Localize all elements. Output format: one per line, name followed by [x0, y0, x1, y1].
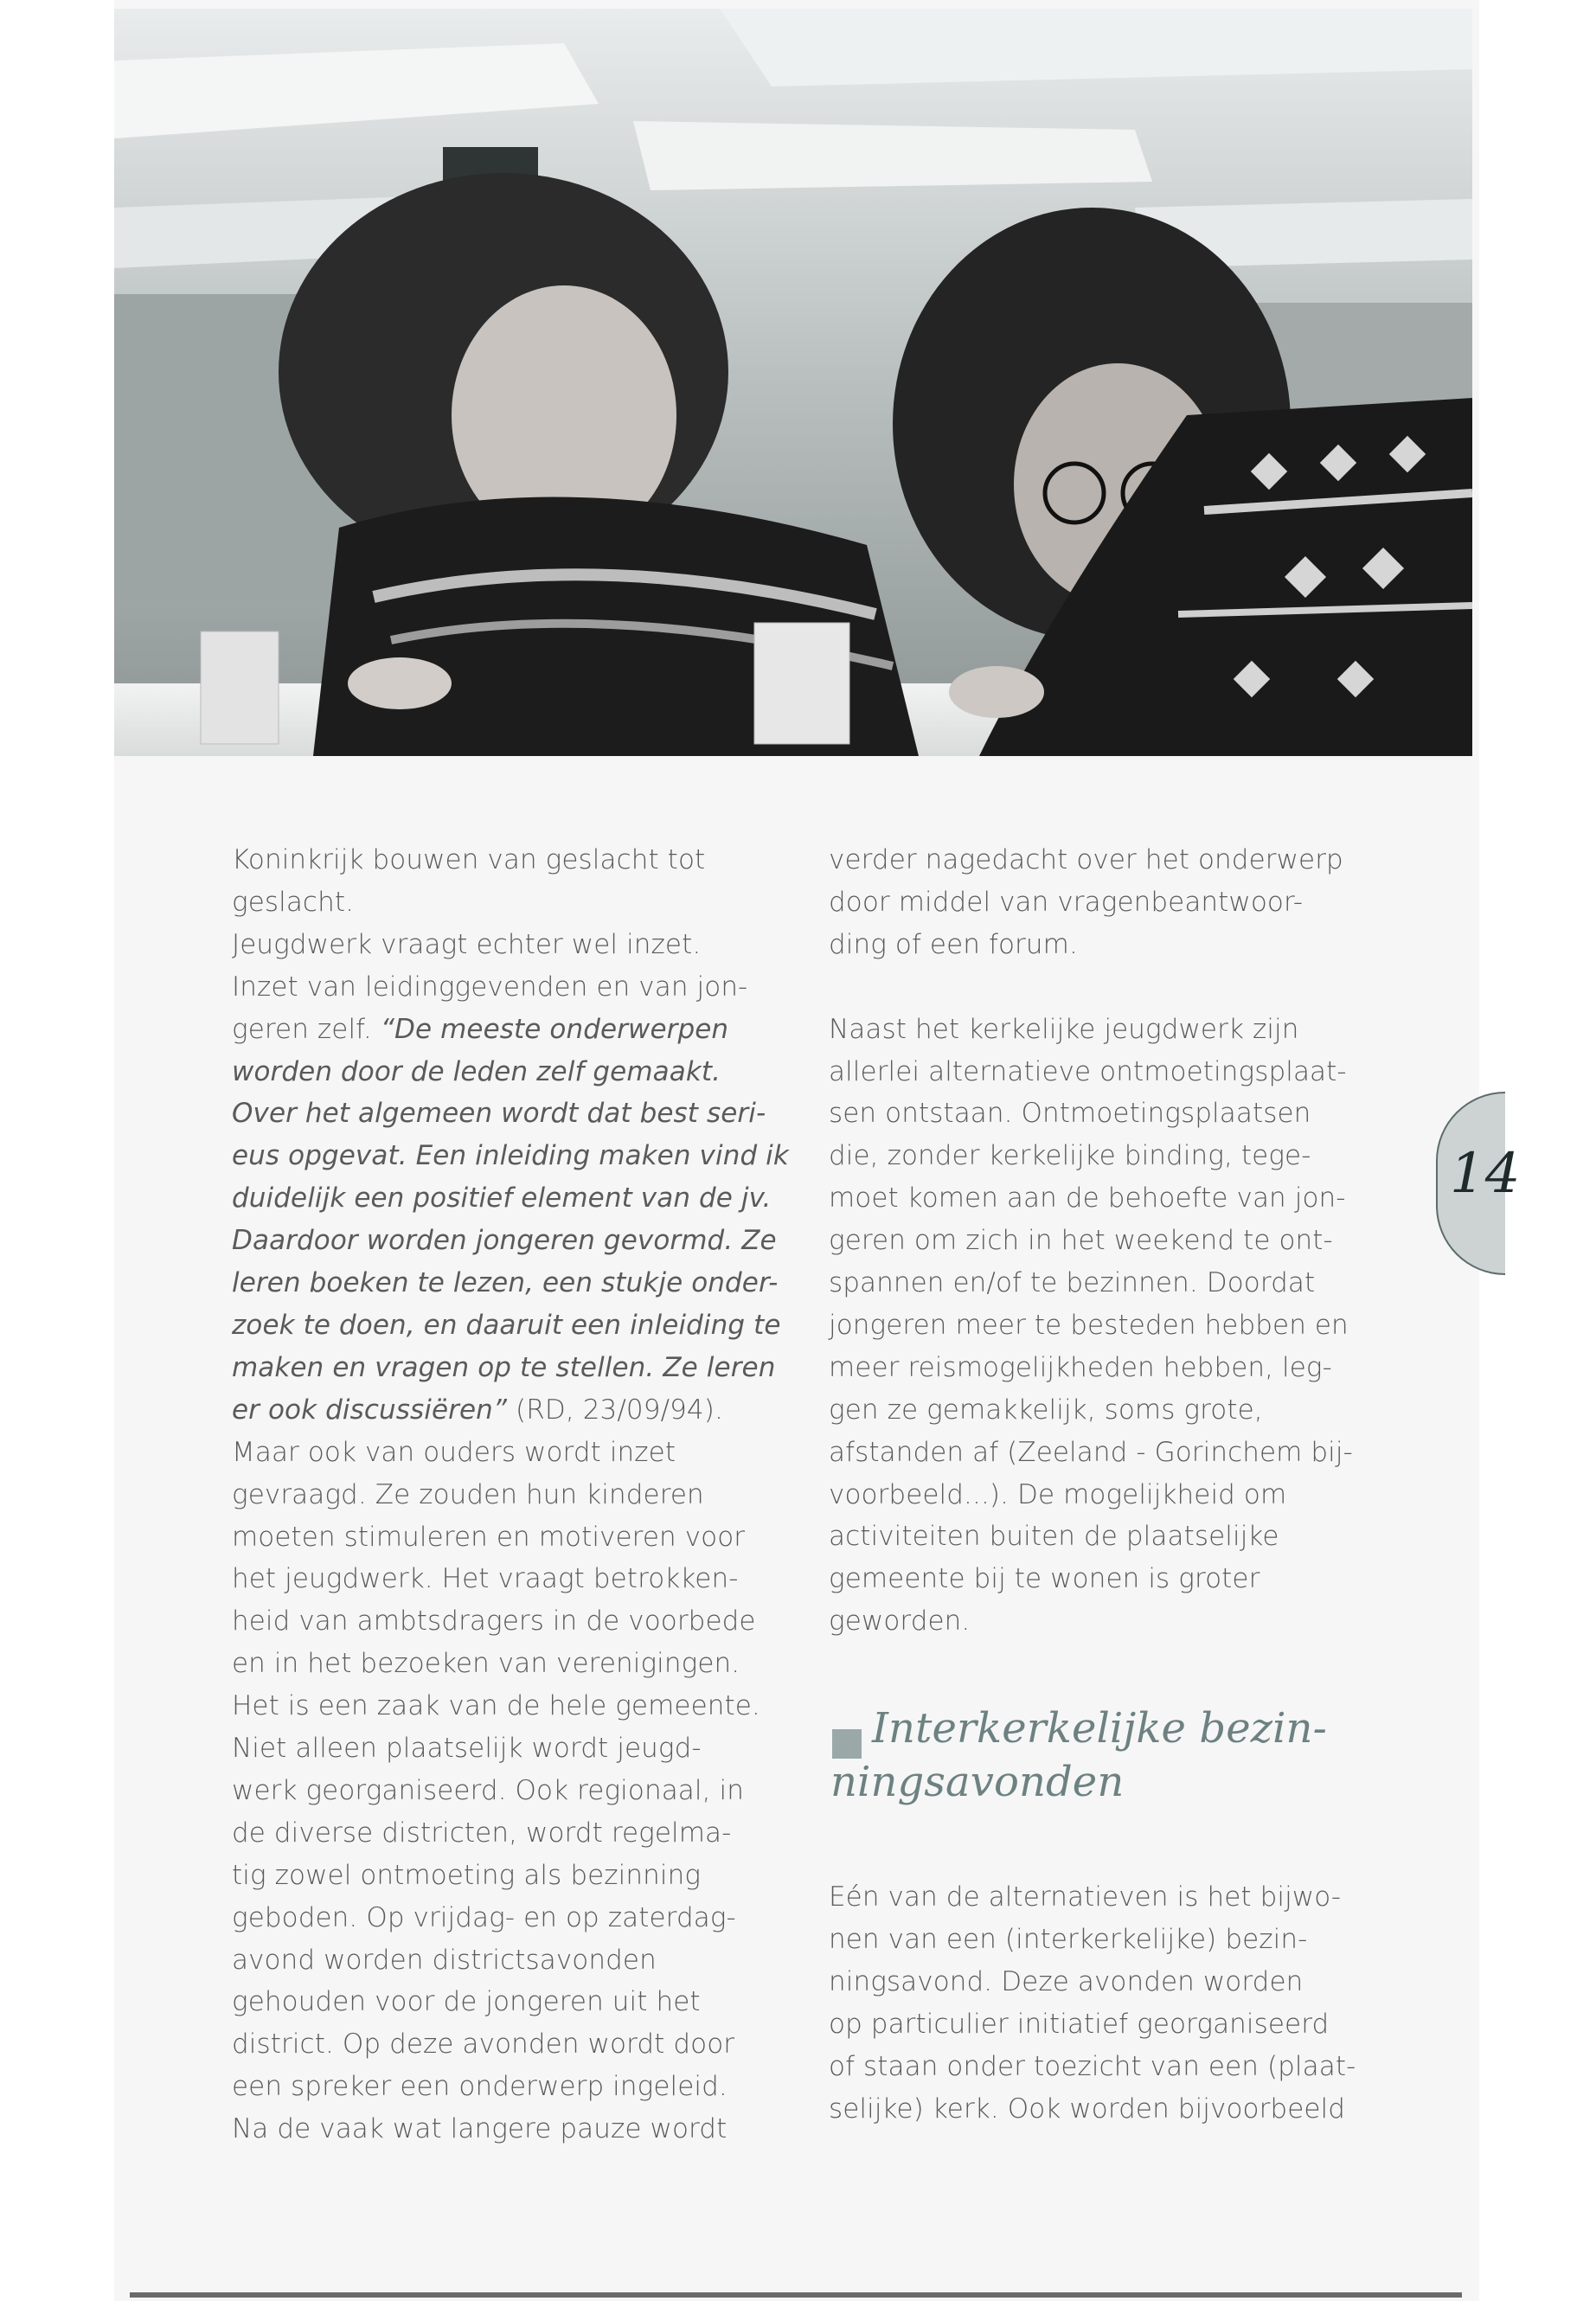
text-line: geslacht. [232, 886, 355, 918]
text-line-with-quote-start [232, 1009, 785, 1051]
text-line: selijke) kerk. Ook worden bijvoorbeeld [829, 2093, 1346, 2125]
section-heading [829, 1695, 1382, 1876]
section-heading-text [830, 1702, 1327, 1809]
text-line: werk georganiseerd. Ook regionaal, in [232, 1774, 744, 1806]
text-line: spannen en/of te bezinnen. Doordat [829, 1267, 1316, 1299]
text-line: Na de vaak wat langere pauze wordt [232, 2113, 727, 2145]
text-line: gevraagd. Ze zouden hun kinderen [232, 1478, 704, 1510]
text-line: moet komen aan de behoefte van jon- [829, 1183, 1346, 1215]
text-line: Eén van de alternatieven is het bijwo- [829, 1881, 1342, 1913]
heading-line-2: ningsavonden [830, 1758, 1125, 1807]
citation: (RD, 23/09/94). [507, 1394, 723, 1426]
text-line: sen ontstaan. Ontmoetingsplaatsen [829, 1098, 1311, 1130]
text-line: op particulier initiatief georganiseerd [829, 2008, 1330, 2040]
text-line: gen ze gemakkelijk, soms grote, [829, 1394, 1263, 1426]
quote-line: duidelijk een positief element van de jv. [232, 1183, 772, 1215]
text-line: Maar ook van ouders wordt inzet [232, 1436, 676, 1468]
quote-line: Over het algemeen wordt dat best seri- [232, 1098, 766, 1130]
text-line-with-citation [232, 1389, 785, 1432]
text-line: allerlei alternatieve ontmoetingsplaat- [829, 1055, 1347, 1087]
text-line: jongeren meer te besteden hebben en [829, 1309, 1349, 1341]
quote-line: leren boeken te lezen, een stukje onder- [232, 1267, 779, 1299]
text-line: activiteiten buiten de plaatselijke [829, 1521, 1279, 1553]
text-line: geboden. Op vrijdag- en op zaterdag- [232, 1901, 736, 1933]
text-line: Het is een zaak van de hele gemeente. [232, 1690, 760, 1722]
text-line: moeten stimuleren en motiveren voor [232, 1521, 746, 1553]
text-line: district. Op deze avonden wordt door [232, 2029, 735, 2061]
text-line: Niet alleen plaatselijk wordt jeugd- [232, 1733, 702, 1765]
text-line: Inzet van leidinggevenden en van jon- [232, 971, 748, 1003]
quote-line: maken en vragen op te stellen. Ze leren [232, 1351, 776, 1383]
text-line: verder nagedacht over het onderwerp [829, 844, 1343, 875]
text-line: voorbeeld...). De mogelijkheid om [829, 1478, 1287, 1510]
text-line: gemeente bij te wonen is groter [829, 1563, 1260, 1595]
text-line: en in het bezoeken van verenigingen. [232, 1648, 740, 1680]
heading-square-bullet-icon [832, 1729, 862, 1759]
photo-two-students-writing [114, 9, 1472, 756]
photo-icon [114, 9, 1472, 756]
quote-line: eus opgevat. Een inleiding maken vind ik [232, 1140, 789, 1172]
text-line: ningsavond. Deze avonden worden [829, 1966, 1304, 1998]
text-line: avond worden districtsavonden [232, 1944, 657, 1976]
text-line: Naast het kerkelijke jeugdwerk zijn [829, 1013, 1299, 1045]
right-text-column [829, 839, 1382, 2131]
text-line: geworden. [829, 1606, 971, 1638]
left-text-column [232, 839, 789, 2150]
text-line: nen van een (interkerkelijke) bezin- [829, 1924, 1308, 1956]
bottom-rule [130, 2292, 1462, 2298]
text-line: afstanden af (Zeeland - Gorinchem bij- [829, 1436, 1353, 1468]
text-line: de diverse districten, wordt regelma- [232, 1817, 732, 1849]
quote-fragment: “De meeste onderwerpen [380, 1013, 729, 1045]
quote-line: Daardoor worden jongeren gevormd. Ze [232, 1225, 777, 1257]
left-margin [0, 0, 114, 2301]
text-line: meer reismogelijkheden hebben, leg- [829, 1351, 1332, 1383]
text-line: Jeugdwerk vraagt echter wel inzet. [232, 928, 702, 960]
heading-line-1: Interkerkelijke bezin- [872, 1704, 1327, 1753]
quote-line: zoek te doen, en daaruit een inleiding te [232, 1309, 781, 1341]
text-line: het jeugdwerk. Het vraagt betrokken- [232, 1563, 739, 1595]
text-line: een spreker een onderwerp ingeleid. [232, 2071, 727, 2103]
text-line: of staan onder toezicht van een (plaat- [829, 2050, 1356, 2082]
text-line: geren om zich in het weekend te ont- [829, 1225, 1333, 1257]
text-line: tig zowel ontmoeting als bezinning [232, 1859, 702, 1891]
text-line: die, zonder kerkelijke binding, tege- [829, 1140, 1311, 1172]
text-line: gehouden voor de jongeren uit het [232, 1986, 701, 2018]
paragraph-gap [829, 966, 1382, 1009]
quote-end: er ook discussiëren” [232, 1394, 508, 1426]
text-line: ding of een forum. [829, 928, 1078, 960]
text-line: door middel van vragenbeantwoor- [829, 886, 1304, 918]
text-line: heid van ambtsdragers in de voorbede [232, 1606, 756, 1638]
text-line: Koninkrijk bouwen van geslacht tot [232, 844, 706, 875]
text-fragment: geren zelf. [232, 1013, 381, 1045]
quote-line: worden door de leden zelf gemaakt. [232, 1055, 721, 1087]
page-number: 14 [1450, 1142, 1521, 1206]
